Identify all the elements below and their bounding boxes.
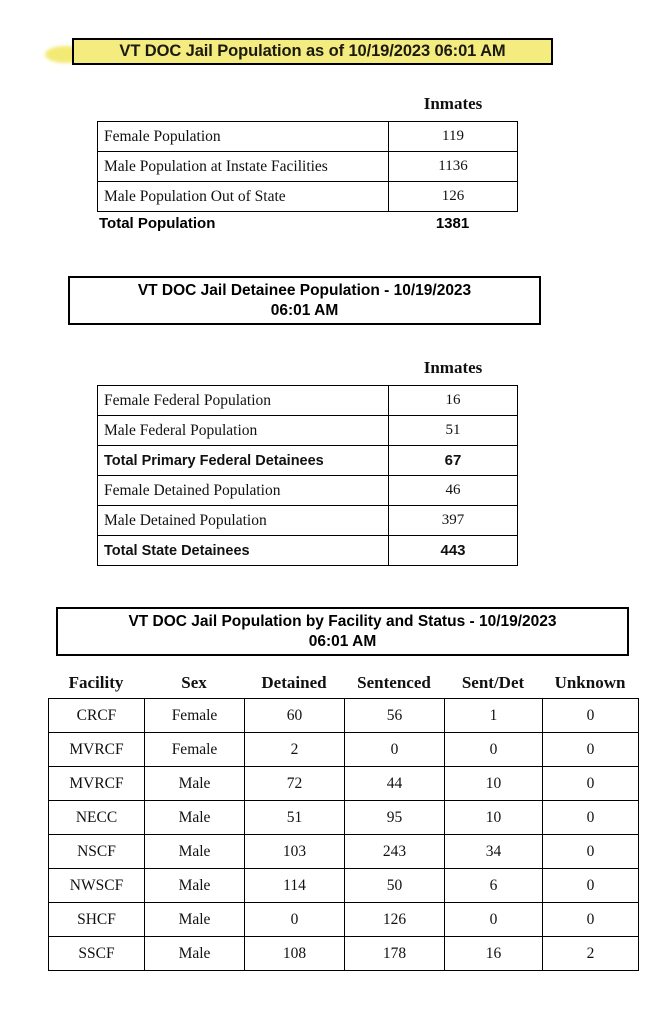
row-value: 126: [389, 182, 518, 212]
cell-detained: 2: [245, 733, 345, 767]
row-value: 397: [389, 506, 518, 536]
facility-table-body: [49, 699, 639, 971]
table-row: [49, 767, 639, 801]
column-header-detained: Detained: [261, 673, 327, 692]
table-row-total: [98, 446, 518, 476]
cell-detained: 0: [245, 903, 345, 937]
cell-sentenced: 126: [345, 903, 445, 937]
column-header-sent-det: Sent/Det: [461, 673, 525, 692]
row-value: 119: [389, 122, 518, 152]
table-row: [49, 699, 639, 733]
cell-detained: 114: [245, 869, 345, 903]
table-row: [98, 152, 518, 182]
row-value: 46: [389, 476, 518, 506]
cell-detained: 72: [245, 767, 345, 801]
cell-sentenced: 44: [345, 767, 445, 801]
cell-facility: SSCF: [49, 937, 145, 971]
cell-detained: 108: [245, 937, 345, 971]
cell-sex: Male: [145, 937, 245, 971]
cell-unknown: 0: [543, 835, 639, 869]
cell-sent-det: 34: [445, 835, 543, 869]
cell-detained: 51: [245, 801, 345, 835]
cell-sex: Male: [145, 903, 245, 937]
detainee-population-body: [98, 386, 518, 566]
cell-sent-det: 0: [445, 903, 543, 937]
cell-sex: Female: [145, 699, 245, 733]
facility-status-table: [48, 698, 639, 971]
cell-sentenced: 95: [345, 801, 445, 835]
cell-facility: NSCF: [49, 835, 145, 869]
report-title-box: [72, 38, 553, 65]
inmates-column-caption-summary: Inmates: [423, 94, 483, 113]
row-value: 16: [389, 386, 518, 416]
cell-facility: MVRCF: [49, 733, 145, 767]
cell-unknown: 0: [543, 801, 639, 835]
detainee-header-line-2: 06:01 AM: [270, 301, 339, 319]
cell-facility: CRCF: [49, 699, 145, 733]
facility-table-header-row: [48, 668, 638, 698]
row-value: 443: [389, 536, 518, 566]
column-header-sex: Sex: [181, 673, 207, 692]
facility-section-header: [56, 607, 629, 656]
table-row: [98, 182, 518, 212]
column-header-facility: Facility: [68, 673, 124, 692]
cell-unknown: 0: [543, 699, 639, 733]
cell-sentenced: 50: [345, 869, 445, 903]
column-header-sentenced: Sentenced: [357, 673, 431, 692]
table-row: [49, 937, 639, 971]
cell-sent-det: 1: [445, 699, 543, 733]
row-label: Male Detained Population: [98, 506, 389, 536]
row-label: Male Federal Population: [98, 416, 389, 446]
detainee-section-header: [68, 276, 541, 325]
detainee-population-table: [97, 385, 518, 566]
cell-sex: Male: [145, 869, 245, 903]
table-row-total: [98, 536, 518, 566]
detainee-header-line-1: VT DOC Jail Detainee Population - 10/19/2023: [137, 281, 472, 299]
cell-unknown: 0: [543, 733, 639, 767]
cell-sentenced: 243: [345, 835, 445, 869]
cell-sent-det: 0: [445, 733, 543, 767]
facility-header-line-2: 06:01 AM: [308, 632, 377, 650]
row-label: Male Population at Instate Facilities: [98, 152, 389, 182]
cell-detained: 60: [245, 699, 345, 733]
population-summary-table: [97, 121, 518, 212]
cell-unknown: 0: [543, 767, 639, 801]
cell-unknown: 2: [543, 937, 639, 971]
facility-table-wrap: [48, 668, 638, 971]
row-label: Female Population: [98, 122, 389, 152]
table-row: [98, 506, 518, 536]
row-label: Male Population Out of State: [98, 182, 389, 212]
report-title-area: [40, 38, 600, 72]
cell-sentenced: 178: [345, 937, 445, 971]
row-label: Female Detained Population: [98, 476, 389, 506]
row-value: 1136: [389, 152, 518, 182]
table-row: [98, 386, 518, 416]
cell-sent-det: 16: [445, 937, 543, 971]
cell-sex: Male: [145, 801, 245, 835]
table-row: [49, 733, 639, 767]
cell-facility: NWSCF: [49, 869, 145, 903]
row-value: 51: [389, 416, 518, 446]
cell-facility: SHCF: [49, 903, 145, 937]
cell-sentenced: 56: [345, 699, 445, 733]
total-population-label: Total Population: [99, 215, 216, 232]
table-row: [98, 122, 518, 152]
cell-sentenced: 0: [345, 733, 445, 767]
population-summary-body: [98, 122, 518, 212]
table-row: [49, 903, 639, 937]
page-title: VT DOC Jail Population as of 10/19/2023 06:01 AM: [119, 42, 506, 60]
cell-unknown: 0: [543, 869, 639, 903]
cell-unknown: 0: [543, 903, 639, 937]
cell-sent-det: 6: [445, 869, 543, 903]
cell-facility: NECC: [49, 801, 145, 835]
row-label: Female Federal Population: [98, 386, 389, 416]
cell-sex: Male: [145, 835, 245, 869]
inmates-column-caption-detainee: Inmates: [423, 358, 483, 377]
table-row: [98, 476, 518, 506]
table-row: [49, 835, 639, 869]
table-row: [49, 869, 639, 903]
cell-sent-det: 10: [445, 801, 543, 835]
cell-sex: Female: [145, 733, 245, 767]
row-label: Total Primary Federal Detainees: [98, 446, 389, 476]
cell-detained: 103: [245, 835, 345, 869]
facility-header-line-1: VT DOC Jail Population by Facility and Status - 10/19/2023: [128, 612, 557, 630]
table-row: [49, 801, 639, 835]
row-value: 67: [389, 446, 518, 476]
cell-sex: Male: [145, 767, 245, 801]
cell-facility: MVRCF: [49, 767, 145, 801]
row-label: Total State Detainees: [98, 536, 389, 566]
cell-sent-det: 10: [445, 767, 543, 801]
total-population-value: 1381: [435, 215, 470, 232]
table-row: [98, 416, 518, 446]
column-header-unknown: Unknown: [554, 673, 626, 692]
